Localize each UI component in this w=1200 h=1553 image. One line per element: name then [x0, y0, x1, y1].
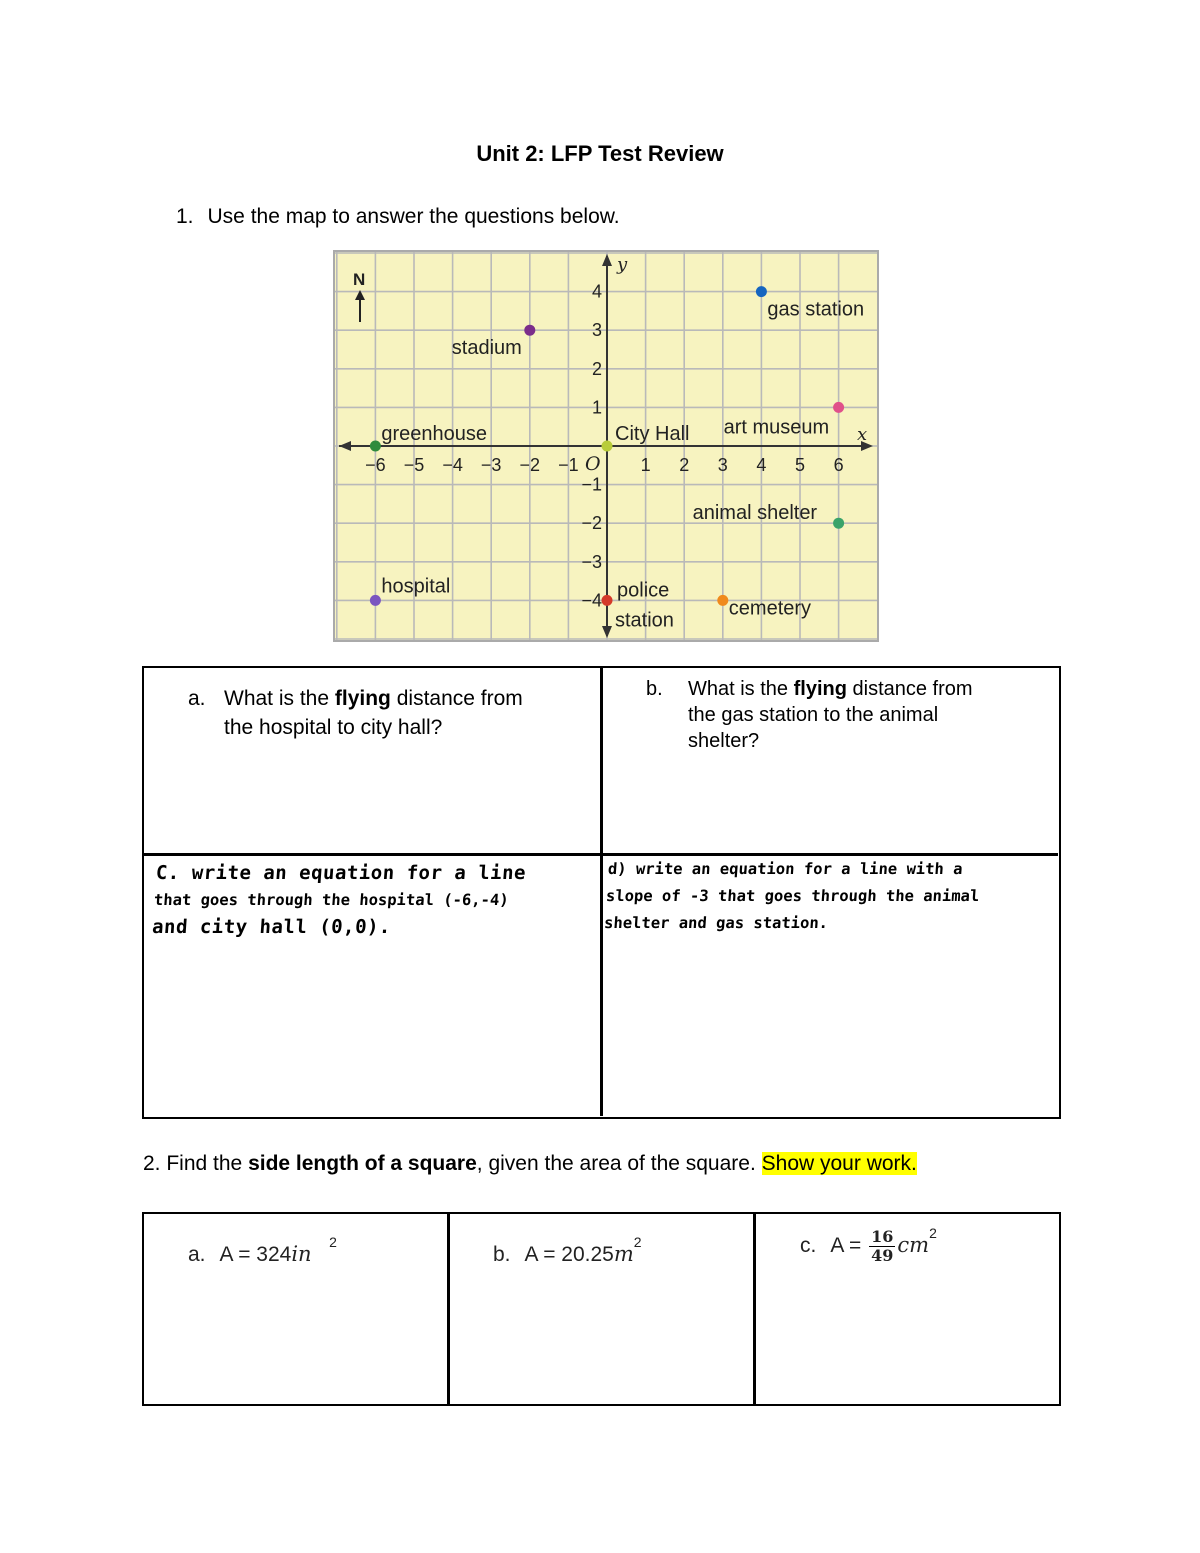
- denominator: 49: [871, 1246, 894, 1265]
- handwritten-line: slope of -3 that goes through the animal: [605, 887, 980, 905]
- part-1d-handwritten: [603, 856, 1059, 937]
- text-run: What is the: [688, 678, 794, 700]
- y-tick-label: 2: [591, 358, 602, 379]
- place-label: hospital: [381, 575, 451, 598]
- area-value: A =: [830, 1234, 868, 1258]
- part-1a-text: [224, 684, 523, 742]
- x-tick-label: 2: [679, 455, 690, 475]
- x-tick-label: −3: [480, 455, 502, 475]
- map-point: [717, 595, 728, 606]
- x-tick-label: −6: [365, 455, 386, 475]
- part-2b: [493, 1234, 642, 1267]
- map-point: [833, 518, 844, 529]
- part-label: a.: [188, 1243, 206, 1266]
- part-label: b.: [646, 678, 663, 700]
- column-divider: [447, 1214, 450, 1404]
- area-value: A = 324: [219, 1243, 292, 1266]
- place-label: stadium: [451, 337, 522, 360]
- y-tick-label: −1: [581, 474, 602, 495]
- text-run: the hospital to city hall?: [224, 716, 443, 739]
- text-run: 2. Find the: [143, 1152, 249, 1175]
- exponent: 2: [329, 1234, 337, 1250]
- map-point: [370, 441, 381, 452]
- bold-word: flying: [793, 678, 847, 700]
- place-label: station: [615, 609, 674, 632]
- place-label: City Hall: [615, 423, 690, 445]
- coordinate-map: [333, 250, 879, 642]
- part-1b: [646, 676, 1046, 766]
- question-2-table: [142, 1212, 1061, 1406]
- part-label: c.: [800, 1234, 817, 1258]
- handwritten-line: d) write an equation for a line with a: [607, 860, 964, 878]
- y-tick-label: −3: [581, 551, 602, 572]
- part-2c: [800, 1225, 937, 1265]
- highlighted-instruction: Show your work.: [761, 1152, 917, 1175]
- x-tick-label: −1: [558, 455, 579, 475]
- y-tick-label: 3: [591, 320, 602, 341]
- x-tick-label: −5: [403, 455, 425, 475]
- part-1a: [188, 684, 588, 754]
- x-tick-label: −4: [442, 455, 463, 475]
- handwritten-line: shelter and gas station.: [603, 914, 829, 932]
- text-run: , given the area of the square.: [476, 1152, 762, 1175]
- numerator: 16: [871, 1227, 894, 1246]
- x-tick-label: −2: [519, 455, 541, 475]
- map-point: [524, 325, 535, 336]
- text-run: What is the: [224, 687, 335, 710]
- fraction: [869, 1228, 895, 1265]
- map-point: [602, 441, 613, 452]
- y-tick-label: −4: [581, 590, 602, 611]
- unit: m: [613, 1242, 634, 1266]
- place-label: cemetery: [728, 597, 812, 620]
- unit: cm: [897, 1233, 930, 1258]
- y-tick-label: 1: [591, 397, 602, 418]
- part-label: a.: [188, 687, 206, 710]
- text-run: distance from: [390, 687, 523, 710]
- x-tick-label: 5: [794, 455, 806, 475]
- origin-label: O: [585, 453, 601, 475]
- text-run: distance from: [846, 678, 973, 700]
- handwritten-line: C. write an equation for a line: [155, 862, 527, 884]
- map-point: [833, 402, 844, 413]
- x-tick-label: 4: [756, 455, 767, 475]
- x-axis-label: x: [857, 424, 868, 445]
- bold-phrase: side length of a square: [248, 1152, 477, 1175]
- part-label: b.: [493, 1243, 511, 1266]
- text-run: the gas station to the animal: [688, 704, 939, 726]
- handwritten-line: and city hall (0,0).: [151, 916, 392, 938]
- x-tick-label: 3: [717, 455, 728, 475]
- bold-word: flying: [334, 687, 391, 710]
- place-label: animal shelter: [692, 502, 818, 525]
- text-run: shelter?: [688, 730, 760, 752]
- part-1c-handwritten: [151, 860, 603, 941]
- column-divider: [753, 1214, 756, 1404]
- map-point: [370, 595, 381, 606]
- unit: in: [291, 1242, 312, 1266]
- y-tick-label: −2: [581, 513, 602, 534]
- north-label: N: [353, 270, 366, 289]
- x-tick-label: 1: [640, 455, 651, 475]
- y-tick-label: 4: [591, 281, 602, 302]
- x-tick-label: 6: [833, 455, 844, 475]
- page-title: Unit 2: LFP Test Review: [476, 141, 724, 166]
- question-1: [176, 205, 620, 229]
- part-1b-text: [688, 676, 973, 754]
- question-number: 1.: [176, 205, 194, 228]
- place-label: gas station: [767, 298, 865, 321]
- question-2: [143, 1152, 917, 1176]
- exponent: 2: [929, 1225, 937, 1242]
- map-point: [756, 286, 767, 297]
- map-point: [602, 595, 613, 606]
- question-text: Use the map to answer the questions below.: [207, 205, 620, 228]
- question-1-table: [142, 666, 1061, 1119]
- place-label: police: [617, 579, 670, 602]
- y-axis-label: y: [617, 254, 628, 275]
- place-label: greenhouse: [381, 423, 488, 445]
- place-label: art museum: [723, 416, 830, 439]
- handwritten-line: that goes through the hospital (-6,-4): [153, 891, 510, 909]
- exponent: 2: [633, 1234, 642, 1250]
- area-value: A = 20.25: [524, 1243, 614, 1266]
- part-2a: [188, 1234, 337, 1267]
